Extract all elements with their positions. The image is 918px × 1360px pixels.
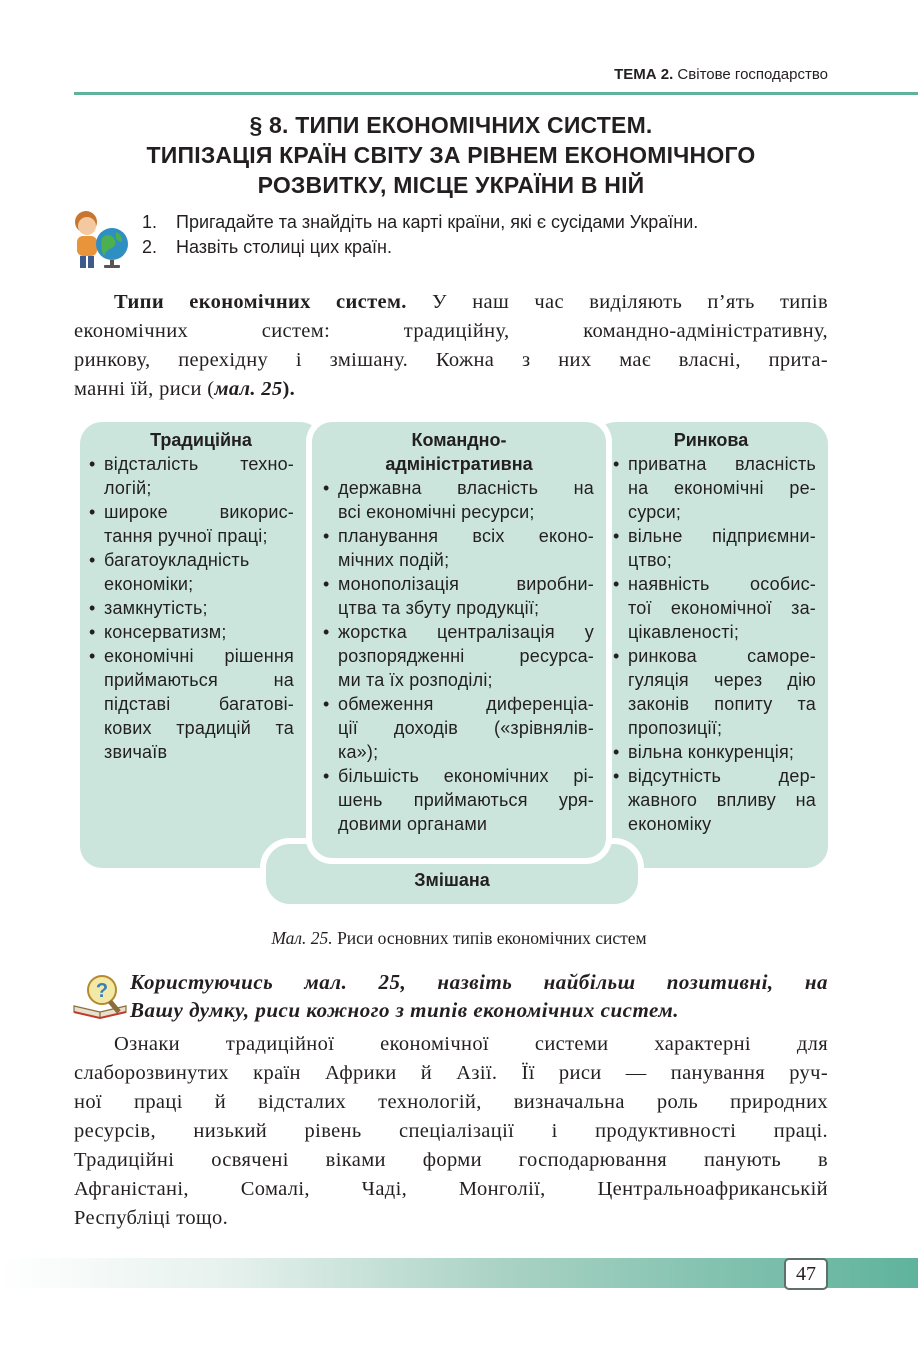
paragraph-line: Ознаки традиційної економічної системи характерні для bbox=[114, 1033, 828, 1055]
bullet-item-continuation: шень приймаються уря- bbox=[338, 790, 594, 810]
section-title-line: ТИПІЗАЦІЯ КРАЇН СВІТУ ЗА РІВНЕМ ЕКОНОМІЧНОГО bbox=[146, 142, 756, 168]
bullet-item-continuation: цікавленості; bbox=[628, 622, 740, 642]
command-title-line: Командно- bbox=[411, 430, 507, 450]
bullet-item-start: • обмеження диференціа- bbox=[322, 692, 594, 716]
paragraph-line: ної праці й відсталих технологій, визначальна роль природних bbox=[74, 1091, 828, 1113]
bullet-item-continuation: звичаїв bbox=[104, 742, 168, 762]
bullet-item-continuation: тої економічної за- bbox=[628, 598, 816, 618]
paragraph-line: економічних систем: традиційну, командно-адміністративну, bbox=[74, 320, 828, 342]
bullet-item-start: • економічні рішення bbox=[88, 644, 294, 668]
bullet-item-start: • замкнутість; bbox=[88, 596, 294, 620]
caption-text: Риси основних типів економічних систем bbox=[332, 928, 647, 948]
market-features bbox=[594, 452, 828, 836]
bullet-item-start: • монополізація виробни- bbox=[322, 572, 594, 596]
task-line: Користуючись мал. 25, назвіть найбільш позитивні, на bbox=[130, 970, 828, 994]
paragraph-line bbox=[74, 288, 828, 317]
section-title-line: РОЗВИТКУ, МІСЦЕ УКРАЇНИ В НІЙ bbox=[257, 172, 645, 198]
topic-number: ТЕМА 2. bbox=[614, 66, 674, 83]
intro-heading: Типи економічних систем. bbox=[114, 291, 407, 313]
recall-questions bbox=[142, 210, 698, 260]
bullet-item-continuation: цтво; bbox=[628, 550, 672, 570]
paragraph-line: ресурсів, низький рівень спеціалізації і продуктивності праці. bbox=[74, 1120, 828, 1142]
traditional-system-panel bbox=[80, 422, 322, 868]
section-title bbox=[74, 110, 828, 200]
traditional-features bbox=[80, 452, 322, 764]
bullet-item-start: • більшість економічних рі- bbox=[322, 764, 594, 788]
section-title-line: § 8. ТИПИ ЕКОНОМІЧНИХ СИСТЕМ. bbox=[249, 112, 653, 138]
command-system-panel bbox=[306, 416, 612, 864]
paragraph-text: У наш час виділяють п’ять типів bbox=[406, 291, 828, 313]
topic-name: Світове господарство bbox=[673, 66, 828, 83]
topic-header bbox=[614, 66, 828, 83]
bullet-item-continuation: економіку bbox=[628, 814, 712, 834]
command-features bbox=[312, 476, 606, 836]
bullet-item-continuation: пропозиції; bbox=[628, 718, 723, 738]
page-number: 47 bbox=[784, 1258, 828, 1290]
bullet-item-start: • приватна власність bbox=[612, 452, 816, 476]
paragraph-line: Республіці тощо. bbox=[74, 1207, 229, 1229]
bullet-item-continuation: жавного впливу на bbox=[628, 790, 816, 810]
paragraph-text: манні їй, риси ( bbox=[74, 378, 215, 400]
paragraph-line: Традиційні освячені віками форми господарювання панують в bbox=[74, 1149, 828, 1171]
bullet-item-start: • ринкова саморе- bbox=[612, 644, 816, 668]
figure-caption bbox=[74, 928, 844, 949]
bullet-item-continuation: гуляція через дію bbox=[628, 670, 816, 690]
figure-label: Мал. 25. bbox=[271, 928, 333, 948]
bullet-item-continuation: розпорядженні ресурса- bbox=[338, 646, 594, 666]
bullet-item-start: • широке викорис- bbox=[88, 500, 294, 524]
paragraph-line: ринкову, перехідну і змішану. Кожна з них має власні, прита- bbox=[74, 349, 828, 371]
bullet-item-continuation: законів попиту та bbox=[628, 694, 816, 714]
command-title-line: адміністративна bbox=[385, 454, 533, 474]
bullet-item-start: • відсталість техно- bbox=[88, 452, 294, 476]
paragraph-text: ). bbox=[282, 378, 296, 400]
bullet-item-continuation: сурси; bbox=[628, 502, 682, 522]
bullet-item-start: • багатоукладність bbox=[88, 548, 294, 572]
list-item bbox=[142, 235, 698, 260]
paragraph-line bbox=[74, 375, 828, 404]
command-title bbox=[312, 422, 606, 476]
bullet-item-continuation: ка»); bbox=[338, 742, 379, 762]
bullet-item-start: • державна власність на bbox=[322, 476, 594, 500]
bullet-item-continuation: тання ручної праці; bbox=[104, 526, 268, 546]
market-system-panel bbox=[594, 422, 828, 868]
bullet-item-start: • наявність особис- bbox=[612, 572, 816, 596]
bullet-item-start: • консерватизм; bbox=[88, 620, 294, 644]
traditional-title: Традиційна bbox=[150, 430, 252, 450]
bullet-item-continuation: на економічні ре- bbox=[628, 478, 816, 498]
mixed-system-label: Змішана bbox=[414, 870, 490, 890]
bullet-item-start: • жорстка централізація у bbox=[322, 620, 594, 644]
bullet-item-continuation: ми та їх розподілі; bbox=[338, 670, 493, 690]
list-item bbox=[142, 210, 698, 235]
svg-text:?: ? bbox=[95, 980, 109, 1002]
question-book-icon bbox=[72, 972, 130, 1020]
bullet-item-continuation: всі економічні ресурси; bbox=[338, 502, 535, 522]
bullet-item-continuation: цтва та збуту продукції; bbox=[338, 598, 540, 618]
bullet-item-continuation: логій; bbox=[104, 478, 152, 498]
header-divider bbox=[74, 92, 918, 95]
market-title: Ринкова bbox=[673, 430, 749, 450]
bullet-item-start: • відсутність дер- bbox=[612, 764, 816, 788]
bullet-item-start: • вільне підприємни- bbox=[612, 524, 816, 548]
question-number: 1. bbox=[142, 212, 158, 232]
bullet-item-continuation: ції доходів («зрівнялів- bbox=[338, 718, 594, 738]
bullet-item-start: • планування всіх еконо- bbox=[322, 524, 594, 548]
bullet-item-continuation: мічних подій; bbox=[338, 550, 450, 570]
paragraph-line: слаборозвинутих країн Африки й Азії. Її риси — панування руч- bbox=[74, 1062, 828, 1084]
traditional-economy-paragraph bbox=[74, 1030, 828, 1233]
footer-bar bbox=[0, 1258, 918, 1288]
paragraph-line: Афганістані, Сомалі, Чаді, Монголії, Центральноафриканській bbox=[74, 1178, 828, 1200]
figure-reference: мал. 25 bbox=[214, 378, 283, 400]
question-number: 2. bbox=[142, 237, 158, 257]
task-line: Вашу думку, риси кожного з типів економічних систем. bbox=[130, 998, 679, 1022]
bullet-item-continuation: приймаються на bbox=[104, 670, 294, 690]
bullet-item-continuation: підставі багатові- bbox=[104, 694, 294, 714]
bullet-item-continuation: економіки; bbox=[104, 574, 194, 594]
question-text: Назвіть столиці цих країн. bbox=[176, 237, 392, 257]
child-with-globe-icon bbox=[70, 208, 132, 270]
bullet-item-continuation: довими органами bbox=[338, 814, 488, 834]
question-text: Пригадайте та знайдіть на карті країни, які є сусідами України. bbox=[176, 212, 699, 232]
task-prompt bbox=[130, 968, 828, 1024]
intro-paragraph bbox=[74, 288, 828, 404]
bullet-item-continuation: кових традицій та bbox=[104, 718, 294, 738]
bullet-item-start: • вільна конкуренція; bbox=[612, 740, 816, 764]
